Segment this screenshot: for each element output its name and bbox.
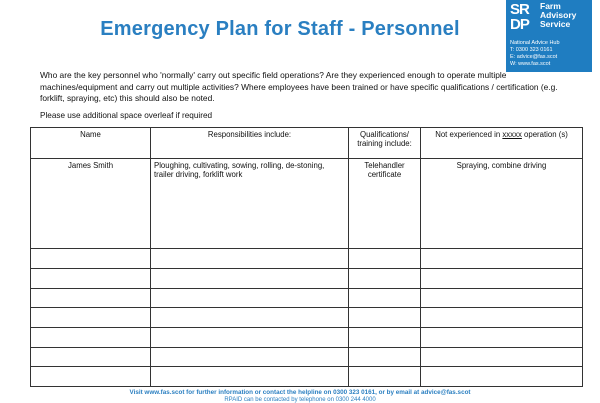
empty-cell[interactable] (349, 367, 421, 387)
table-row (31, 288, 583, 308)
header-not-experienced (421, 128, 583, 159)
fas-logo (506, 0, 592, 72)
empty-cell[interactable] (349, 327, 421, 347)
empty-cell[interactable] (151, 288, 349, 308)
brand-line-2: Advisory (540, 10, 577, 20)
header-not-experienced-prefix: Not experienced in (435, 130, 503, 139)
cell-qualifications[interactable]: Telehandler certificate (349, 159, 421, 249)
contact-hub: National Advice Hub (510, 40, 560, 46)
table-row (31, 327, 583, 347)
empty-cell[interactable] (151, 367, 349, 387)
footer-rpaid: RPAID can be contacted by telephone on 0300 244 4000 (224, 397, 376, 403)
cell-responsibilities[interactable]: Ploughing, cultivating, sowing, rolling, de-stoning, trailer driving, forklift work (151, 159, 349, 249)
header-name: Name (31, 128, 151, 159)
logo-brand (540, 2, 576, 29)
empty-cell[interactable] (31, 347, 151, 367)
empty-cell[interactable] (151, 249, 349, 269)
empty-cell[interactable] (421, 288, 583, 308)
empty-cell[interactable] (31, 269, 151, 289)
page-title: Emergency Plan for Staff - Personnel (100, 18, 460, 40)
contact-phone: T: 0300 323 0161 (510, 47, 553, 53)
empty-cell[interactable] (421, 269, 583, 289)
empty-cell[interactable] (421, 347, 583, 367)
header-responsibilities: Responsibilities include: (151, 128, 349, 159)
additional-space-note: Please use additional space overleaf if required (40, 111, 213, 120)
empty-cell[interactable] (421, 367, 583, 387)
empty-cell[interactable] (349, 269, 421, 289)
empty-cell[interactable] (349, 308, 421, 328)
logo-mark-line-1: SR (510, 1, 529, 18)
brand-line-3: Service (540, 19, 571, 29)
empty-cell[interactable] (349, 288, 421, 308)
cell-name[interactable]: James Smith (31, 159, 151, 249)
empty-cell[interactable] (349, 347, 421, 367)
brand-line-1: Farm (540, 1, 561, 11)
contact-email: E: advice@fas.scot (510, 54, 558, 60)
empty-cell[interactable] (421, 327, 583, 347)
table-row (31, 269, 583, 289)
empty-cell[interactable] (31, 288, 151, 308)
empty-cell[interactable] (151, 308, 349, 328)
logo-contact-block (510, 40, 560, 68)
table-header-row (31, 128, 583, 159)
table-row (31, 308, 583, 328)
header-not-experienced-suffix: operation (s) (521, 130, 568, 139)
empty-cell[interactable] (151, 347, 349, 367)
empty-cell[interactable] (31, 249, 151, 269)
logo-mark-line-2: DP (510, 16, 529, 33)
empty-cell[interactable] (31, 327, 151, 347)
empty-cell[interactable] (31, 308, 151, 328)
intro-paragraph: Who are the key personnel who 'normally' carry out specific field operations? Are they experienced enough to operate multiple machines/equipment and carry out multiple activities? Where employees have been trained or have specific qualifications / certification (e.g. forklift, spraying, etc) this should also be noted. (40, 70, 558, 103)
srdp-logo-mark (510, 2, 540, 36)
personnel-table (30, 127, 583, 387)
header-qualifications: Qualifications/ training include: (349, 128, 421, 159)
empty-cell[interactable] (151, 269, 349, 289)
empty-cell[interactable] (151, 327, 349, 347)
contact-web: W: www.fas.scot (510, 61, 551, 67)
table-row (31, 159, 583, 249)
empty-cell[interactable] (31, 367, 151, 387)
header-not-experienced-placeholder: xxxxx (502, 130, 522, 139)
table-row (31, 347, 583, 367)
cell-not-experienced[interactable]: Spraying, combine driving (421, 159, 583, 249)
table-row (31, 367, 583, 387)
footer-helpline: Visit www.fas.scot for further information or contact the helpline on 0300 323 0161, or by email at advice@fas.scot (129, 389, 471, 396)
empty-cell[interactable] (421, 249, 583, 269)
empty-cell[interactable] (421, 308, 583, 328)
table-row (31, 249, 583, 269)
empty-cell[interactable] (349, 249, 421, 269)
